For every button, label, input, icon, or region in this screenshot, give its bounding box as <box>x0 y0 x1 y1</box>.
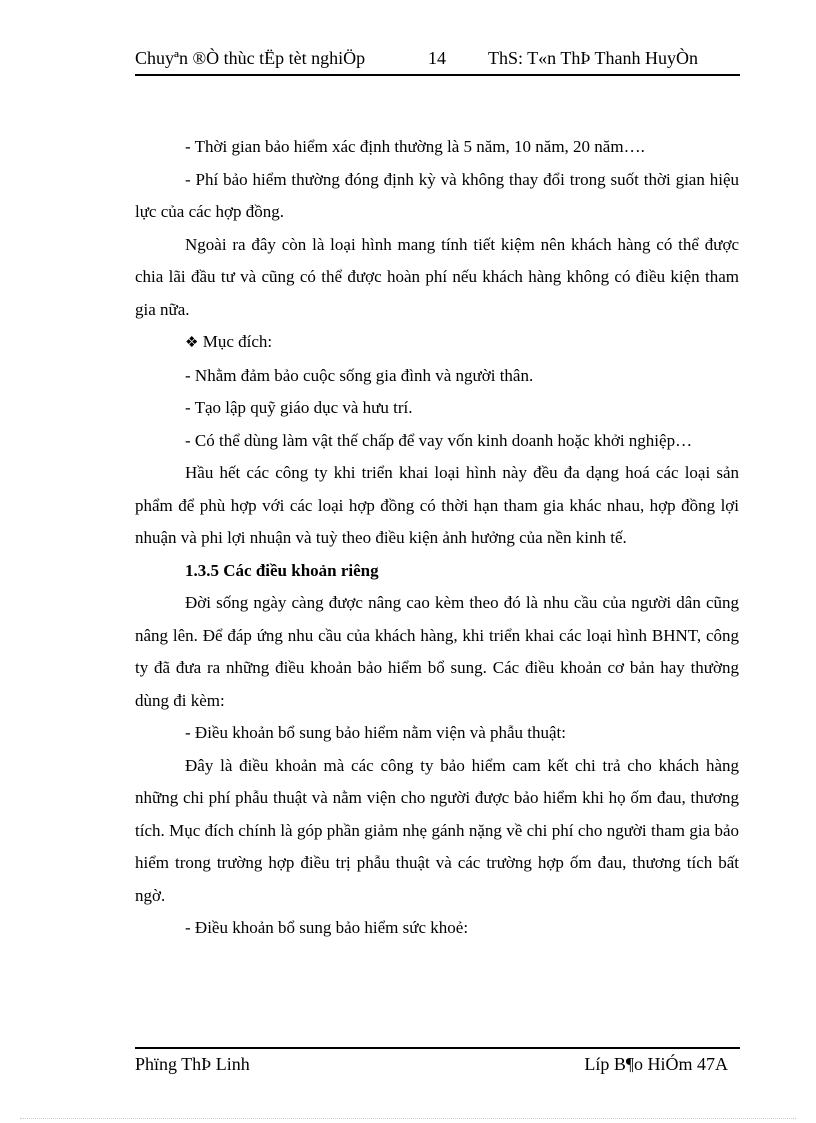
header-rule <box>135 74 740 76</box>
paragraph-purpose-education: - Tạo lập quỹ giáo dục và hưu trí. <box>185 398 413 417</box>
purpose-heading <box>135 326 739 360</box>
paragraph-health-term: - Điều khoản bổ sung bảo hiểm sức khoẻ: <box>185 918 469 937</box>
header-author: ThS: T«n ThÞ Thanh HuyÒn <box>488 48 699 68</box>
paragraph-savings: Ngoài ra đây còn là loại hình mang tính tiết kiệm nên khách hàng có thể được chia lãi đầu tư và cũng có thể được hoàn phí nếu khách hàng không có điều kiện tham gia nữa. <box>135 234 739 319</box>
footer-rule <box>135 1047 740 1049</box>
paragraph-supplementary-terms: Đời sống ngày càng được nâng cao kèm theo đó là nhu cầu của người dân cũng nâng lên. Để đáp ứng nhu cầu của khách hàng, khi triển khai các loại hình BHNT, công ty đã đưa ra những điều khoản bảo hiểm bổ sung. Các điều khoản cơ bản hay thường dùng đi kèm: <box>135 593 739 710</box>
page-footer <box>135 1054 740 1078</box>
page-number: 14 <box>428 48 446 68</box>
document-body <box>135 131 739 945</box>
paragraph-purpose-collateral: - Có thể dùng làm vật thế chấp để vay vốn kinh doanh hoặc khởi nghiệp… <box>185 430 693 450</box>
section-heading: 1.3.5 Các điều khoản riêng <box>185 560 379 580</box>
header-title: Chuyªn ®Ò thùc tËp tèt nghiÖp <box>135 48 366 68</box>
page-header <box>135 48 740 74</box>
paragraph-hospital-term: - Điều khoản bổ sung bảo hiểm nằm viện và phẫu thuật: <box>185 723 566 742</box>
paragraph-premium: - Phí bảo hiểm thường đóng định kỳ và không thay đổi trong suốt thời gian hiệu lực của các hợp đồng. <box>135 169 739 221</box>
footer-student-name: Phïng ThÞ Linh <box>135 1054 250 1074</box>
footer-class: Líp B¶o HiÓm 47A <box>584 1054 728 1074</box>
page-bottom-divider <box>20 1118 796 1119</box>
paragraph-insurance-period: - Thời gian bảo hiểm xác định thường là 5 năm, 10 năm, 20 năm…. <box>185 137 645 156</box>
diamond-bullet-icon: ❖ <box>185 335 199 351</box>
paragraph-product-diversity: Hầu hết các công ty khi triển khai loại hình này đều đa dạng hoá các loại sản phẩm để phù hợp với các loại hợp đồng có thời hạn tham gia khác nhau, hợp đồng lợi nhuận và phi lợi nhuận và tuỳ theo điều kiện ảnh hưởng của nền kinh tế. <box>135 463 739 547</box>
purpose-label: Mục đích: <box>202 332 273 351</box>
paragraph-hospital-description: Đây là điều khoản mà các công ty bảo hiểm cam kết chi trả cho khách hàng những chi phí phẫu thuật và nằm viện cho người được bảo hiểm khi họ ốm đau, thương tích. Mục đích chính là góp phần giảm nhẹ gánh nặng về chi phí cho người tham gia bảo hiểm trong trường hợp điều trị phẫu thuật và các trường hợp ốm đau, thương tích bất ngờ. <box>135 755 739 905</box>
paragraph-purpose-family: - Nhằm đảm bảo cuộc sống gia đình và người thân. <box>185 365 534 385</box>
